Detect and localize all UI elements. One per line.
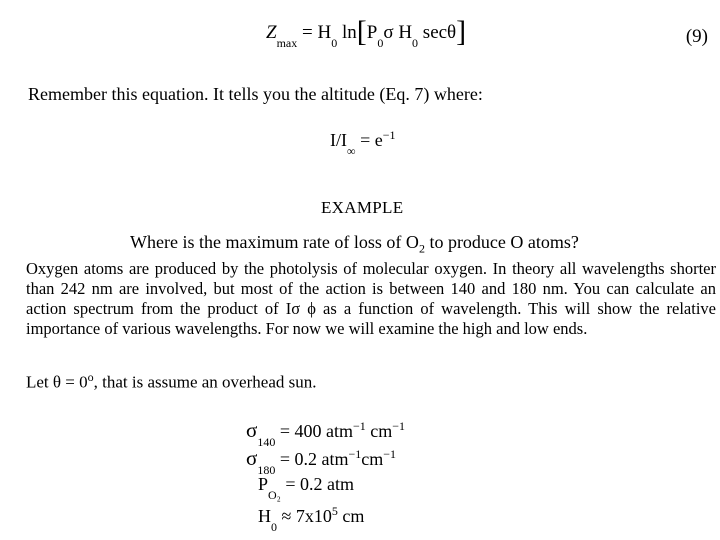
sigma-140-subscript: 140 bbox=[257, 434, 276, 449]
sec-theta: secθ bbox=[418, 22, 457, 43]
p0-symbol: P bbox=[366, 22, 378, 43]
question-line bbox=[130, 232, 579, 254]
equals-sign: = bbox=[297, 22, 318, 43]
po2-value bbox=[258, 474, 355, 502]
sigma-140-eq: = 400 atm bbox=[275, 421, 353, 441]
sigma-140-exp2: −1 bbox=[392, 419, 406, 433]
z-symbol: Z bbox=[266, 22, 277, 43]
h0-value bbox=[258, 504, 365, 534]
sigma-140-unit2: cm bbox=[365, 421, 393, 441]
degree-superscript: o bbox=[87, 370, 94, 384]
body-paragraph: Oxygen atoms are produced by the photolysis of molecular oxygen. In theory all wavelengths shorter than 242 nm are involved, but most of the action is between 140 and 180 nm. You can calculate an action spectrum from the product of Iσ ϕ as a function of wavelength. This will show the relative importance of various wavelengths. For now we will examine the high and low ends. bbox=[26, 259, 716, 338]
remember-text: Remember this equation. It tells you the altitude (Eq. 7) where: bbox=[28, 84, 483, 104]
h0-value-symbol: H bbox=[258, 506, 271, 526]
h0-symbol: H bbox=[317, 22, 332, 43]
sigma-symbol: σ bbox=[383, 22, 394, 43]
example-heading: EXAMPLE bbox=[321, 198, 404, 217]
h0b-symbol: H bbox=[393, 22, 413, 43]
h0b-subscript: 0 bbox=[412, 35, 419, 50]
ratio-exponent: −1 bbox=[382, 128, 396, 142]
left-brace-icon: [ bbox=[356, 15, 367, 48]
ratio-eq: = e bbox=[355, 130, 383, 150]
equation-number: (9) bbox=[685, 26, 708, 47]
h0-value-unit: cm bbox=[337, 506, 365, 526]
sigma-180-eq: = 0.2 atm bbox=[275, 449, 349, 469]
ratio-equation bbox=[330, 128, 396, 158]
h0-subscript: 0 bbox=[331, 35, 338, 50]
question-subscript: 2 bbox=[418, 241, 425, 254]
question-after: to produce O atoms? bbox=[424, 232, 579, 252]
let-after: , that is assume an overhead sun. bbox=[93, 372, 317, 392]
sigma-180-subscript: 180 bbox=[257, 462, 276, 477]
p0-subscript: 0 bbox=[377, 35, 384, 50]
sigma-180-symbol: σ bbox=[246, 446, 258, 470]
question-before: Where is the maximum rate of loss of O bbox=[130, 232, 419, 252]
sigma-140-value bbox=[246, 418, 406, 449]
sigma-180-exp2: −1 bbox=[383, 447, 397, 461]
sigma-180-exp1: −1 bbox=[348, 447, 362, 461]
po2-symbol: P bbox=[258, 474, 269, 494]
sigma-180-unit2: cm bbox=[361, 449, 384, 469]
equation-9 bbox=[266, 15, 467, 50]
sigma-140-exp1: −1 bbox=[352, 419, 366, 433]
po2-eq: = 0.2 atm bbox=[280, 474, 355, 494]
sigma-180-value bbox=[246, 446, 397, 477]
right-brace-icon: ] bbox=[456, 15, 467, 48]
let-theta-line bbox=[26, 370, 316, 393]
h0-value-exp: 5 bbox=[331, 504, 338, 518]
ln-operator: ln bbox=[337, 22, 357, 43]
max-subscript: max bbox=[276, 35, 298, 50]
po2-subscript: O₂ bbox=[268, 487, 281, 502]
ratio-lhs: I/I bbox=[330, 130, 347, 150]
sigma-140-symbol: σ bbox=[246, 418, 258, 442]
infinity-subscript: ∞ bbox=[347, 143, 356, 158]
h0-value-subscript: 0 bbox=[271, 519, 277, 534]
let-before: Let θ = 0 bbox=[26, 372, 88, 392]
h0-value-eq: ≈ 7x10 bbox=[277, 506, 332, 526]
